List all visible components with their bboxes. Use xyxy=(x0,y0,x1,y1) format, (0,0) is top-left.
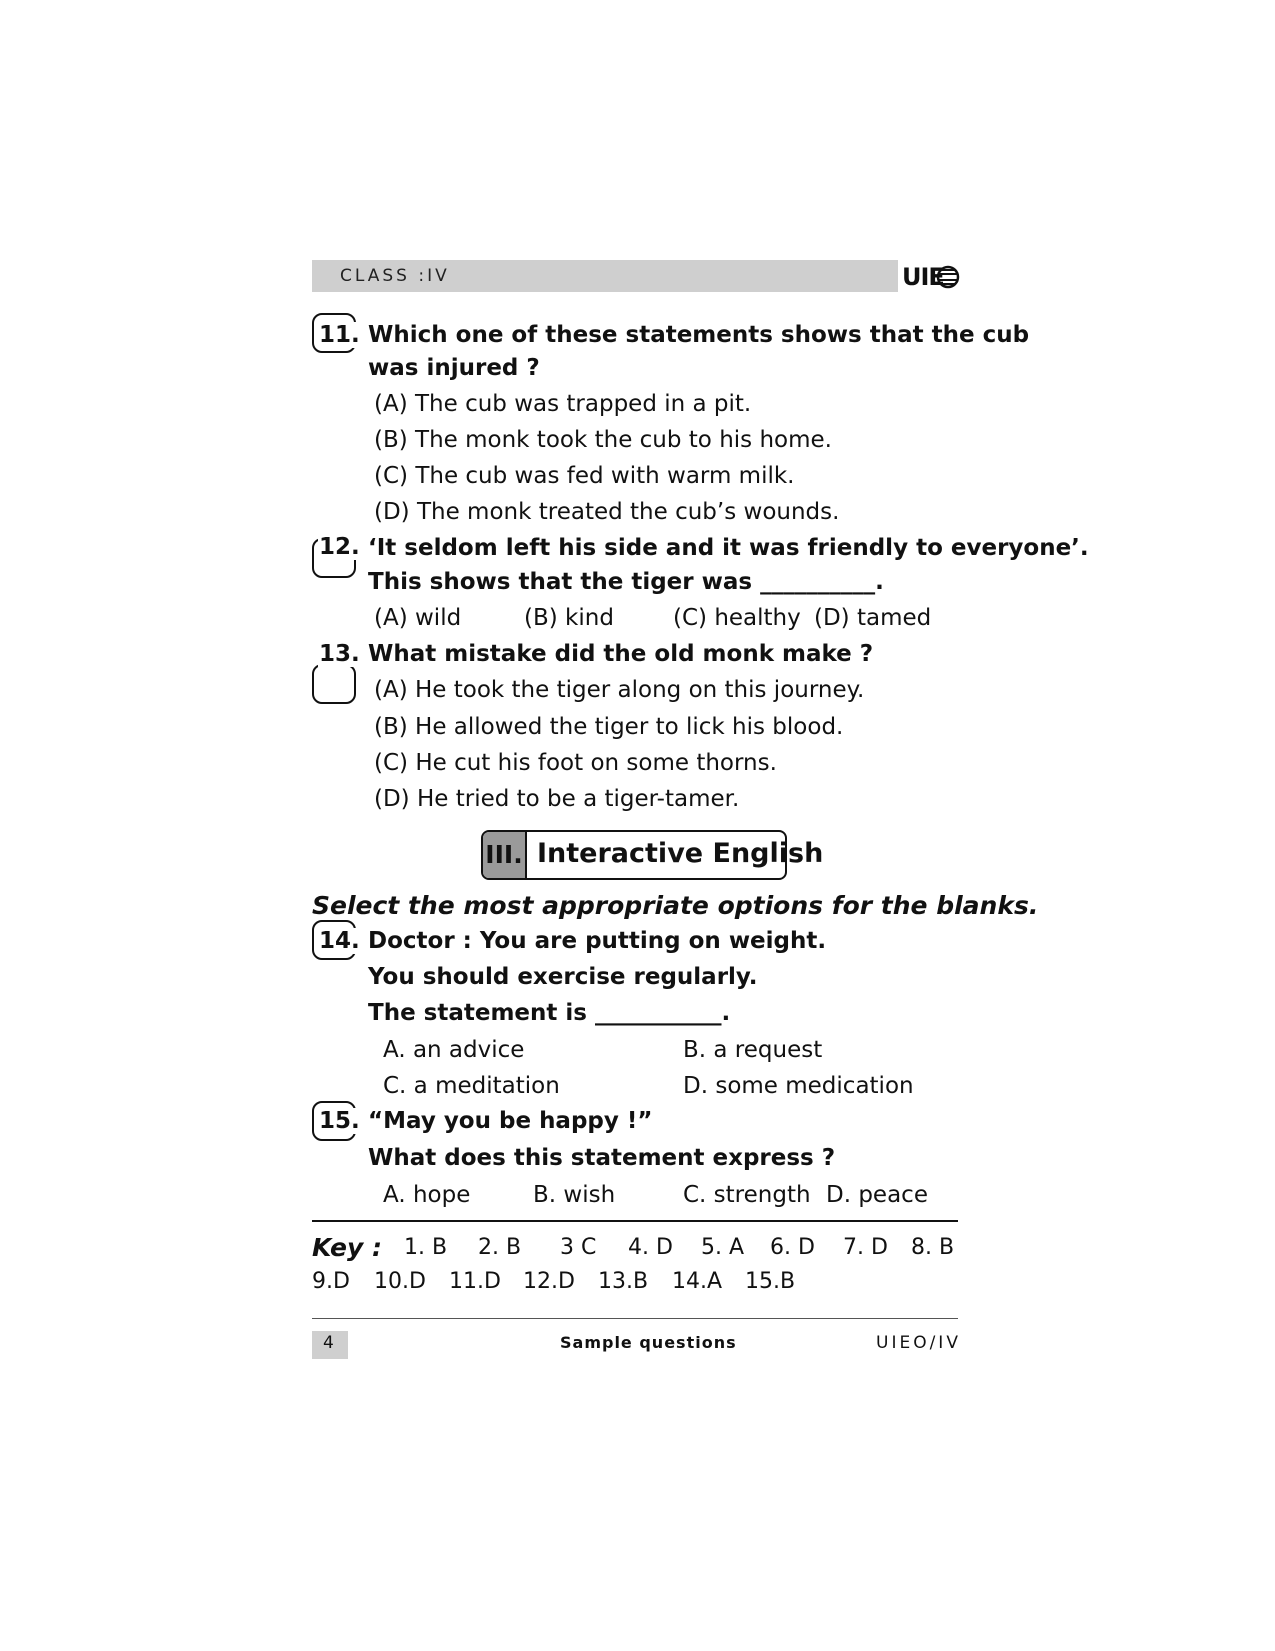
key-item: 11.D xyxy=(449,1269,501,1294)
question-number: 15. xyxy=(319,1108,360,1134)
question-text: ‘It seldom left his side and it was friendly to everyone’. xyxy=(368,535,1089,561)
option-d: (D) The monk treated the cub’s wounds. xyxy=(374,499,840,525)
question-number: 13. xyxy=(319,641,360,667)
question-text: What mistake did the old monk make ? xyxy=(368,641,874,667)
question-text: This shows that the tiger was __________. xyxy=(368,569,884,595)
question-number: 12. xyxy=(319,534,360,560)
question-text: “May you be happy !” xyxy=(368,1108,653,1134)
option-b: B. wish xyxy=(533,1182,616,1208)
key-item: 2. B xyxy=(478,1235,522,1260)
footer-code: UIEO/IV xyxy=(876,1333,961,1353)
key-item: 3 C xyxy=(560,1235,597,1260)
option-a: (A) He took the tiger along on this journey. xyxy=(374,677,865,703)
key-item: 4. D xyxy=(628,1235,673,1260)
option-a: A. hope xyxy=(383,1182,471,1208)
question-text: was injured ? xyxy=(368,355,540,381)
option-b: (B) kind xyxy=(524,605,614,631)
instruction-text: Select the most appropriate options for the blanks. xyxy=(312,891,1039,920)
option-a: A. an advice xyxy=(383,1037,525,1063)
option-a: (A) The cub was trapped in a pit. xyxy=(374,391,752,417)
key-item: 9.D xyxy=(312,1269,350,1294)
question-number: 11. xyxy=(319,322,360,348)
option-c: (C) The cub was fed with warm milk. xyxy=(374,463,795,489)
class-label: CLASS :IV xyxy=(340,266,450,286)
question-text: Which one of these statements shows that the cub xyxy=(368,322,1030,348)
key-item: 10.D xyxy=(374,1269,426,1294)
divider xyxy=(312,1220,958,1222)
key-label: Key : xyxy=(312,1233,382,1262)
logo-text: UIE xyxy=(902,263,944,291)
option-c: (C) He cut his foot on some thorns. xyxy=(374,750,777,776)
key-item: 1. B xyxy=(404,1235,448,1260)
section-title: Interactive English xyxy=(537,838,824,869)
key-item: 7. D xyxy=(843,1235,888,1260)
question-number-box xyxy=(312,664,356,704)
option-b: B. a request xyxy=(683,1037,823,1063)
option-b: (B) The monk took the cub to his home. xyxy=(374,427,832,453)
question-text: What does this statement express ? xyxy=(368,1145,836,1171)
option-d: D. peace xyxy=(826,1182,928,1208)
question-text: Doctor : You are putting on weight. xyxy=(368,928,827,954)
question-number: 14. xyxy=(319,928,360,954)
uieo-logo xyxy=(902,263,960,291)
key-item: 12.D xyxy=(523,1269,575,1294)
section-number: III. xyxy=(483,832,527,878)
page-number: 4 xyxy=(323,1333,334,1353)
key-item: 8. B xyxy=(911,1235,955,1260)
option-d: (D) He tried to be a tiger-tamer. xyxy=(374,786,740,812)
footer-divider xyxy=(312,1318,958,1319)
option-a: (A) wild xyxy=(374,605,462,631)
option-c: C. a meditation xyxy=(383,1073,560,1099)
question-text: You should exercise regularly. xyxy=(368,964,758,990)
key-item: 15.B xyxy=(745,1269,796,1294)
key-item: 14.A xyxy=(672,1269,723,1294)
globe-icon xyxy=(936,265,960,289)
option-d: (D) tamed xyxy=(814,605,932,631)
key-item: 5. A xyxy=(701,1235,745,1260)
footer-title: Sample questions xyxy=(560,1333,737,1352)
option-d: D. some medication xyxy=(683,1073,914,1099)
option-c: (C) healthy xyxy=(673,605,801,631)
question-text: The statement is ___________. xyxy=(368,1000,731,1026)
option-b: (B) He allowed the tiger to lick his blood. xyxy=(374,714,844,740)
key-item: 13.B xyxy=(598,1269,649,1294)
option-c: C. strength xyxy=(683,1182,811,1208)
key-item: 6. D xyxy=(770,1235,815,1260)
